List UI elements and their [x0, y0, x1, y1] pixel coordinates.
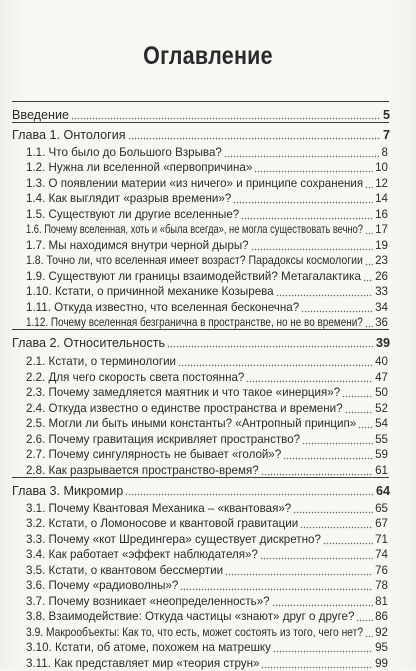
leader-dots [224, 149, 380, 158]
leader-dots [167, 339, 374, 348]
toc-page-number: 65 [375, 502, 388, 515]
toc-page-number: 78 [375, 579, 388, 592]
leader-dots [254, 164, 373, 173]
toc-entry-title: 3.2. Кстати, о Ломоносове и квантовой гравитации [26, 517, 299, 530]
toc-entry-title: 1.5. Существуют ли другие вселенные? [26, 208, 240, 221]
toc-entry-row[interactable] [26, 237, 388, 253]
leader-dots [283, 451, 373, 460]
toc-entry-row[interactable] [26, 400, 388, 416]
toc-entry-title: 3.9. Макрообъекты: Как то, что есть, может состоять из того, чего нет? [26, 626, 364, 639]
toc-entry-title: 3.8. Взаимодействие: Откуда частицы «знают» друг о друге? [26, 610, 355, 623]
leader-dots [128, 131, 381, 140]
toc-entry-title: 1.6. Почему вселенная, хоть и «была всегда», не могла существовать вечно? [26, 223, 363, 236]
toc-entry-title: 3.3. Почему «кот Шредингера» существует дискретно? [26, 533, 321, 546]
toc-entry-title: 2.2. Для чего скорость света постоянна? [26, 371, 245, 384]
toc-page-number: 14 [375, 192, 388, 205]
toc-page-number: 61 [375, 464, 388, 477]
toc-page-number: 50 [375, 386, 388, 399]
toc-entry-title: 1.11. Откуда известно, что вселенная бесконечна? [26, 301, 300, 314]
toc-page-number: 33 [375, 285, 388, 298]
toc-page-number: 7 [382, 128, 390, 142]
toc-entry-row[interactable] [26, 624, 388, 640]
toc-entry-row[interactable] [26, 500, 388, 516]
toc-chapter-row[interactable] [12, 106, 390, 122]
leader-dots [233, 195, 373, 204]
leader-dots [178, 358, 373, 367]
toc-entry-row[interactable] [26, 283, 388, 299]
toc-page-number: 92 [375, 626, 388, 639]
toc-entry-title: 3.10. Кстати, об атоме, похожем на матрешку [26, 641, 271, 654]
toc-entry-title: 2.6. Почему гравитация искривляет пространство? [26, 433, 301, 446]
toc-page-number: 55 [375, 433, 388, 446]
toc-entry-title: 2.8. Как разрывается пространство-время? [26, 464, 259, 477]
leader-dots [125, 487, 374, 496]
leader-dots [273, 644, 373, 653]
leader-dots [272, 598, 373, 607]
leader-dots [365, 257, 373, 266]
toc-entry-title: 1.10. Кстати, о причинной механике Козырева [26, 285, 274, 298]
toc-page-number: 76 [375, 564, 388, 577]
toc-entry-row[interactable] [26, 608, 388, 624]
leader-dots [276, 288, 373, 297]
toc-page-number: 99 [375, 657, 388, 670]
toc-entry-title: 1.4. Как выглядит «разрыв времени»? [26, 192, 232, 205]
leader-dots [345, 405, 374, 414]
leader-dots [246, 374, 373, 383]
leader-dots [300, 520, 373, 529]
toc-page-number: 47 [375, 371, 388, 384]
toc-entry-row[interactable] [26, 593, 388, 609]
toc-page-number: 36 [375, 316, 388, 329]
page-title: Оглавление [143, 42, 273, 70]
leader-dots [356, 613, 373, 622]
toc-page-number: 64 [375, 484, 390, 498]
toc-entry-row[interactable] [26, 299, 388, 315]
toc-entry-row[interactable] [26, 314, 388, 330]
toc-page-number: 16 [375, 208, 388, 221]
toc-page-number: 23 [375, 254, 388, 267]
toc-page-number: 54 [375, 417, 388, 430]
toc-entry-row[interactable] [26, 462, 388, 478]
toc-entry-title: 3.4. Как работает «эффект наблюдателя»? [26, 548, 258, 561]
toc-page-number: 59 [375, 448, 388, 461]
toc-entry-title: 1.3. О появлении материи «из ничего» и принципе сохранения [26, 177, 364, 190]
toc-entry-title: 3.7. Почему возникает «неопределенность»? [26, 595, 270, 608]
leader-dots [251, 242, 373, 251]
toc-entry-title: 2.4. Откуда известно о единстве пространства и времени? [26, 402, 343, 415]
toc-entry-row[interactable] [26, 577, 388, 593]
toc-page-number: 67 [375, 517, 388, 530]
toc-entry-title: 3.11. Как представляет мир «теория струн» [26, 657, 260, 670]
leader-dots [342, 389, 373, 398]
toc-chapter-title: Глава 1. Онтология [12, 128, 126, 142]
leader-dots [301, 304, 373, 313]
toc-entry-row[interactable] [26, 190, 388, 206]
leader-dots [365, 180, 373, 189]
toc-entry-title: 3.6. Почему «радиоволны»? [26, 579, 179, 592]
toc-entry-row[interactable] [26, 206, 388, 222]
toc-entry-row[interactable] [26, 144, 388, 160]
toc-entry-title: 2.7. Почему сингулярность не бывает «голой»? [26, 448, 282, 461]
leader-dots [363, 273, 373, 282]
toc-entry-row[interactable] [26, 546, 388, 562]
toc-entry-title: 1.12. Почему вселенная безгранична в пространстве, но не во времени? [26, 316, 363, 329]
toc-chapter-row[interactable] [12, 126, 390, 142]
toc-entry-row[interactable] [26, 221, 388, 237]
toc-entry-row[interactable] [26, 515, 388, 531]
toc-entry-row[interactable] [26, 415, 388, 431]
toc-entry-row[interactable] [26, 446, 388, 462]
toc-page-number: 5 [382, 108, 390, 122]
toc-page-number: 10 [375, 161, 388, 174]
toc-page-number: 81 [375, 595, 388, 608]
toc-entry-row[interactable] [26, 175, 388, 191]
toc-page-number: 39 [375, 336, 390, 350]
toc-entry-title: 2.1. Кстати, о терминологии [26, 355, 177, 368]
leader-dots [261, 467, 373, 476]
toc-entry-title: 3.5. Кстати, о квантовом бессмертии [26, 564, 224, 577]
leader-dots [365, 629, 373, 638]
section-divider [12, 101, 389, 102]
leader-dots [241, 211, 373, 220]
toc-entry-title: 2.5. Могли ли быть иными константы? «Антропный принцип» [26, 417, 357, 430]
toc-entry-title: 1.2. Нужна ли вселенной «первопричина» [26, 161, 253, 174]
toc-entry-title: 2.3. Почему замедляется маятник и что такое «инерция»? [26, 386, 341, 399]
toc-page-number: 34 [375, 301, 388, 314]
toc-page-number: 52 [375, 402, 388, 415]
toc-page-number: 95 [375, 641, 388, 654]
toc-page-number: 26 [375, 270, 388, 283]
toc-entry-row[interactable] [26, 384, 388, 400]
toc-entry-row[interactable] [26, 369, 388, 385]
toc-page-number: 17 [375, 223, 388, 236]
leader-dots [293, 505, 373, 514]
toc-page-number: 40 [375, 355, 388, 368]
toc-entry-row[interactable] [26, 252, 388, 268]
toc-entry-row[interactable] [26, 353, 388, 369]
toc-entry-row[interactable] [26, 431, 388, 447]
leader-dots [225, 567, 373, 576]
toc-chapter-title: Глава 3. Микромир [12, 484, 124, 498]
toc-page-number: 12 [375, 177, 388, 190]
section-divider [12, 122, 389, 123]
leader-dots [180, 582, 373, 591]
toc-page-number: 19 [375, 239, 388, 252]
toc-entry-row[interactable] [26, 639, 388, 655]
leader-dots [302, 436, 373, 445]
leader-dots [261, 660, 373, 669]
toc-entry-title: 1.1. Что было до Большого Взрыва? [26, 146, 222, 159]
leader-dots [365, 319, 373, 328]
toc-entry-title: 1.9. Существуют ли границы взаимодействий? Метагалактика [26, 270, 361, 283]
toc-page-number: 71 [375, 533, 388, 546]
toc-entry-title: 1.7. Мы находимся внутри черной дыры? [26, 239, 249, 252]
toc-entry-title: 1.8. Точно ли, что вселенная имеет возраст? Парадоксы космологии [26, 254, 363, 267]
leader-dots [365, 226, 373, 235]
leader-dots [71, 111, 381, 120]
toc-entry-row[interactable] [26, 268, 388, 284]
toc-chapter-row[interactable] [12, 482, 390, 498]
toc-chapter-title: Введение [12, 108, 70, 122]
toc-entry-row[interactable] [26, 562, 388, 578]
toc-page-number: 86 [375, 610, 388, 623]
leader-dots [323, 536, 373, 545]
toc-page-number: 8 [381, 146, 388, 159]
leader-dots [260, 551, 373, 560]
toc-entry-row[interactable] [26, 159, 388, 175]
toc-chapter-row[interactable] [12, 334, 390, 350]
leader-dots [358, 420, 373, 429]
toc-chapter-title: Глава 2. Относительность [12, 336, 166, 350]
toc-entry-row[interactable] [26, 531, 388, 547]
toc-entry-title: 3.1. Почему Квантовая Механика – «квантовая»? [26, 502, 292, 515]
toc-page-number: 74 [375, 548, 388, 561]
